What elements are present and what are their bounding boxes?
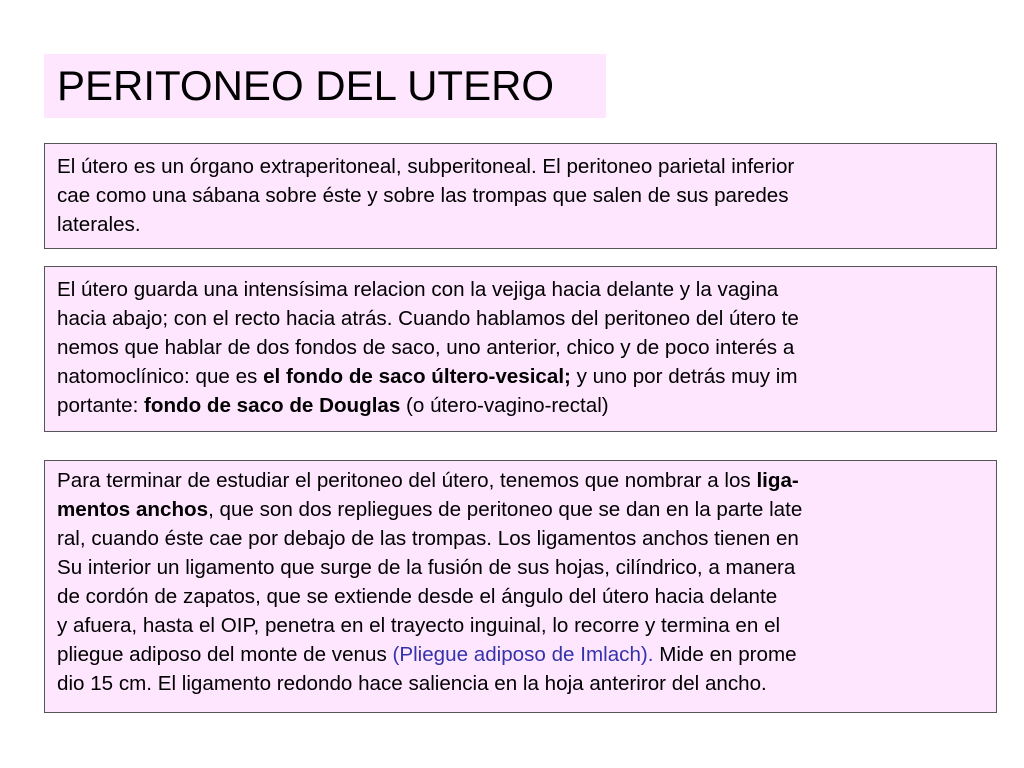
line-text: natomoclínico: que es	[57, 365, 264, 388]
line-text: Para terminar de estudiar el peritoneo del útero, tenemos que nombrar a los	[57, 469, 757, 492]
paragraph-panel-2	[44, 266, 997, 432]
title-box	[44, 54, 606, 118]
paragraph-2-line	[57, 391, 986, 420]
line-text: y uno por detrás muy im	[570, 365, 798, 388]
line-text: Mide en prome	[653, 643, 797, 666]
paragraph-3-line: Su interior un ligamento que surge de la fusión de sus hojas, cilíndrico, a manera	[57, 556, 796, 579]
slide-title: PERITONEO DEL UTERO	[57, 62, 555, 109]
bold-term-fondo-de-saco-douglas: fondo de saco de Douglas	[144, 394, 401, 417]
paragraph-3-line: y afuera, hasta el OIP, penetra en el trayecto inguinal, lo recorre y termina en el	[57, 614, 781, 637]
line-text: pliegue adiposo del monte de venus	[57, 643, 393, 666]
highlighted-term-imlach: (Pliegue adiposo de Imlach).	[392, 643, 654, 666]
paragraph-3-line: ral, cuando éste cae por debajo de las trompas. Los ligamentos anchos tienen en	[57, 527, 799, 550]
paragraph-panel-1	[44, 143, 997, 249]
paragraph-1-line: cae como una sábana sobre éste y sobre las trompas que salen de sus paredes	[57, 184, 789, 207]
paragraph-3-line: de cordón de zapatos, que se extiende desde el ángulo del útero hacia delante	[57, 585, 778, 608]
bold-term-fondo-de-saco-vesical: el fondo de saco últero-vesical;	[263, 365, 571, 388]
paragraph-3-line	[57, 640, 986, 669]
line-text: (o útero-vagino-rectal)	[400, 394, 609, 417]
paragraph-3-line	[57, 495, 986, 524]
paragraph-2-line: El útero guarda una intensísima relacion con la vejiga hacia delante y la vagina	[57, 278, 779, 301]
paragraph-2-line: hacia abajo; con el recto hacia atrás. Cuando hablamos del peritoneo del útero te	[57, 307, 799, 330]
line-text: portante:	[57, 394, 145, 417]
bold-term-ligamentos: liga-	[756, 469, 799, 492]
line-text: , que son dos repliegues de peritoneo que se dan en la parte late	[208, 498, 803, 521]
paragraph-2-line	[57, 362, 986, 391]
paragraph-3-line: dio 15 cm. El ligamento redondo hace saliencia en la hoja anteriror del ancho.	[57, 672, 767, 695]
paragraph-panel-3	[44, 460, 997, 713]
paragraph-1-line: El útero es un órgano extraperitoneal, subperitoneal. El peritoneo parietal inferior	[57, 155, 795, 178]
paragraph-1-line: laterales.	[57, 213, 141, 236]
paragraph-2-line: nemos que hablar de dos fondos de saco, uno anterior, chico y de poco interés a	[57, 336, 795, 359]
paragraph-3-line	[57, 466, 986, 495]
bold-term-anchos: mentos anchos	[57, 498, 209, 521]
